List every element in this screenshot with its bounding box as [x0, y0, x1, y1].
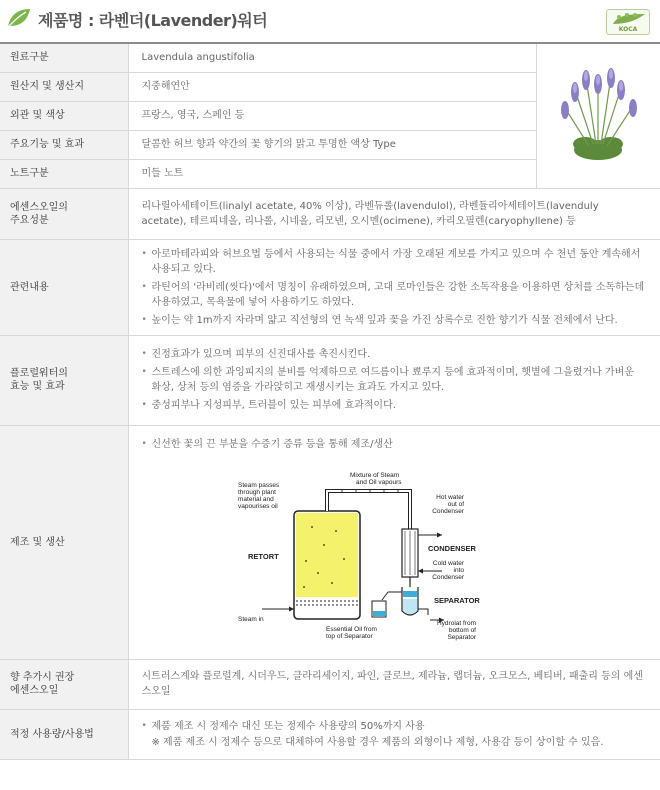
label-usage: 적정 사용량/사용법: [0, 709, 128, 759]
row-production: [0, 425, 660, 659]
value-blend: 시트러스계와 플로럴계, 시더우드, 클라리세이지, 파인, 클로브, 제라늄, 랩더늄, 오크모스, 베티버, 패출리 등의 에센스오일: [128, 659, 660, 709]
related-item: • 라틴어의 '라비레(씻다)'에서 명칭이 유래하였으며, 고대 로마인들은 강한 소독작용을 이용하면 상처를 소독하는데 사용하였고, 목욕물에 넣어 사용하기도 하였다.: [142, 280, 660, 310]
label-oil-line1: Essential Oil from: [325, 625, 377, 633]
image-cell: [536, 43, 660, 188]
label-cold-line2: into: [453, 566, 464, 574]
koca-logo-text: KOCA: [618, 26, 638, 33]
label-hot-line1: Hot water: [435, 493, 464, 501]
label-steam-line1: Steam passes: [237, 481, 279, 489]
label-blend-line2: 에센스오일: [10, 685, 59, 696]
label-cold-line3: Condenser: [431, 573, 464, 581]
steam-distillation-diagram: [232, 469, 494, 654]
value-origin: Lavendula angustifolia: [128, 43, 536, 72]
value-floral: [128, 335, 660, 425]
lavender-image: [553, 64, 643, 164]
label-source: 원산지 및 생산지: [0, 72, 128, 101]
label-retort: RETORT: [247, 551, 279, 561]
label-floral-line1: 플로럴워터의: [10, 368, 68, 379]
label-components-line2: 주요성분: [10, 214, 49, 226]
production-item: • 신선한 꽃의 끈 부분을 수증기 증류 등을 통해 제조/생산: [142, 437, 660, 452]
header: [0, 0, 660, 40]
row-usage: [0, 709, 660, 759]
label-steam-line3: material and: [237, 495, 274, 503]
value-related: [128, 239, 660, 335]
row-floral: [0, 335, 660, 425]
label-cold-line1: Cold water: [432, 559, 464, 567]
related-item: • 아로마테라피와 허브요법 등에서 사용되는 식물 중에서 가장 오래된 계보를 가지고 있으며 수 천년 동안 계속해서 사용되고 있다.: [142, 247, 660, 277]
label-components: [0, 188, 128, 239]
label-mixture-line2: and Oil vapours: [355, 478, 402, 486]
related-item: • 높이는 약 1m까지 자라며 얇고 직선형의 연 녹색 잎과 꽃을 가진 상록수로 진한 향기가 식물 전체에서 난다.: [142, 313, 660, 328]
value-note: 미들 노트: [128, 159, 536, 188]
label-note: 노트구분: [0, 159, 128, 188]
label-hydrolat-line2: bottom of: [448, 626, 476, 634]
label-mixture-line1: Mixture of Steam: [349, 471, 399, 479]
label-floral-line2: 효능 및 효과: [10, 381, 65, 392]
usage-item: • 제품 제조 시 정제수 대신 또는 정제수 사용량의 50%까지 사용: [142, 719, 660, 734]
spec-table: [0, 42, 660, 760]
label-function: 주요기능 및 효과: [0, 130, 128, 159]
row-blend: [0, 659, 660, 709]
row-origin: [0, 43, 660, 72]
label-floral: [0, 335, 128, 425]
label-steam-line4: vapourises oil: [237, 502, 278, 510]
label-components-line1: 에센스오일의: [10, 201, 68, 213]
label-oil-line2: top of Separator: [325, 632, 373, 640]
row-components: [0, 188, 660, 239]
floral-item: • 진정효과가 있으며 피부의 신진대사를 촉진시킨다.: [142, 347, 660, 362]
floral-item: • 중성피부나 지성피부, 트러블이 있는 피부에 효과적이다.: [142, 398, 660, 413]
usage-note: ※ 제품 제조 시 정제수 등으로 대체하여 사용할 경우 제품의 외형이나 제형, 사용감 등이 상이할 수 있음.: [151, 736, 604, 748]
label-blend: [0, 659, 128, 709]
value-function: 달콤한 허브 향과 약간의 꽃 향기의 맑고 투명한 액상 Type: [128, 130, 536, 159]
label-hot-line3: Condenser: [431, 507, 464, 515]
koca-logo: [606, 9, 650, 35]
value-production: [128, 425, 660, 659]
label-condenser: CONDENSER: [427, 543, 476, 553]
value-appearance: 프랑스, 영국, 스페인 등: [128, 101, 536, 130]
label-hot-line2: out of: [447, 500, 464, 508]
label-blend-line1: 향 추가시 권장: [10, 672, 75, 683]
label-steam-in: Steam in: [237, 615, 264, 623]
value-source: 지중해연안: [128, 72, 536, 101]
row-related: [0, 239, 660, 335]
label-appearance: 외관 및 색상: [0, 101, 128, 130]
label-hydrolat-line3: Separator: [446, 633, 476, 641]
label-separator: SEPARATOR: [433, 595, 480, 605]
floral-item: • 스트레스에 의한 과잉피지의 분비를 억제하므로 여드름이나 뾰루지 등에 효과적이며, 햇볕에 그을렸거나 가벼운 화상, 상처 등의 염증을 가라앉히고 재생시키는 효과도 가지고 있다.: [142, 365, 660, 395]
label-related: 관련내용: [0, 239, 128, 335]
label-steam-line2: through plant: [237, 488, 276, 496]
retort-plant-material: [296, 513, 358, 597]
label-production: 제조 및 생산: [0, 425, 128, 659]
value-components: 리나릴아세테이트(linalyl acetate, 40% 이상), 라벤듀롤(lavendulol), 라벤듈리아세테이트(lavenduly acetate), 테르피네올, 리나롤, 시네올, 리모넨, 오시멘(ocimene), 카리오필렌(caryophyllene) 등: [128, 188, 660, 239]
label-hydrolat-line1: Hydrolat from: [436, 619, 476, 627]
label-origin: 원료구분: [0, 43, 128, 72]
page-title: 제품명 : 라벤더(Lavender)워터: [38, 11, 268, 30]
value-usage: [128, 709, 660, 759]
leaf-icon: [6, 7, 32, 29]
